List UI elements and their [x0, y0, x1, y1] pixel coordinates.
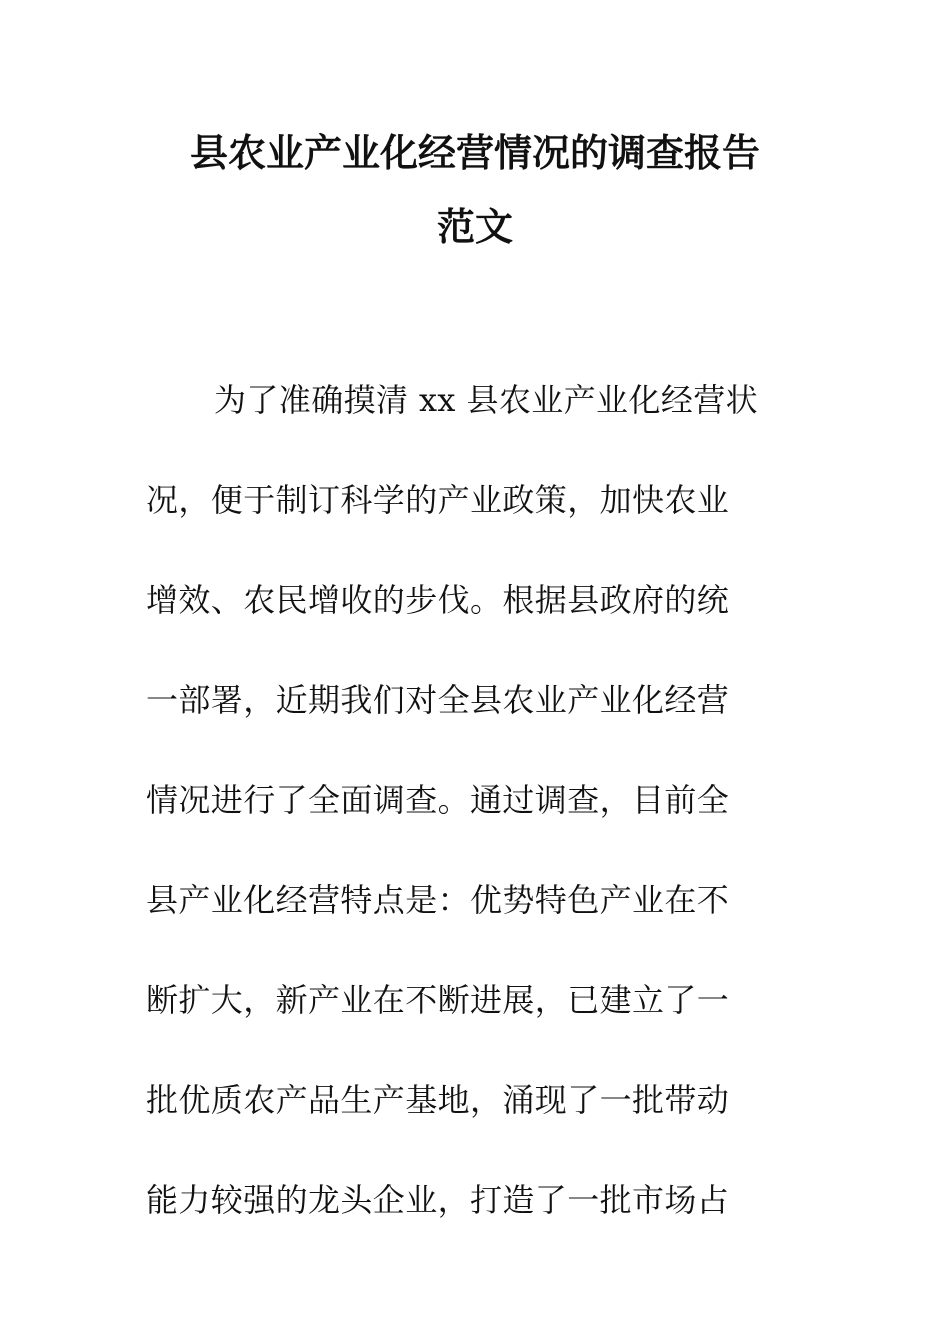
paragraph-line-6: 县产业化经营特点是：优势特色产业在不 [146, 881, 730, 919]
paragraph-line-7: 断扩大，新产业在不断进展，已建立了一 [146, 981, 730, 1019]
paragraph-line-1: 为了准确摸清 xx 县农业产业化经营状 [214, 381, 759, 419]
paragraph-line-9: 能力较强的龙头企业，打造了一批市场占 [146, 1181, 730, 1219]
paragraph-line-2: 况，便于制订科学的产业政策，加快农业 [146, 481, 730, 519]
paragraph-line-4: 一部署，近期我们对全县农业产业化经营 [146, 681, 730, 719]
document-title-line-2: 范文 [436, 205, 513, 249]
paragraph-line-8: 批优质农产品生产基地，涌现了一批带动 [146, 1081, 730, 1119]
paragraph-line-3: 增效、农民增收的步伐。根据县政府的统 [146, 581, 730, 619]
paragraph-line-5: 情况进行了全面调查。通过调查，目前全 [146, 781, 730, 819]
document-title-line-1: 县农业产业化经营情况的调查报告 [189, 131, 760, 175]
